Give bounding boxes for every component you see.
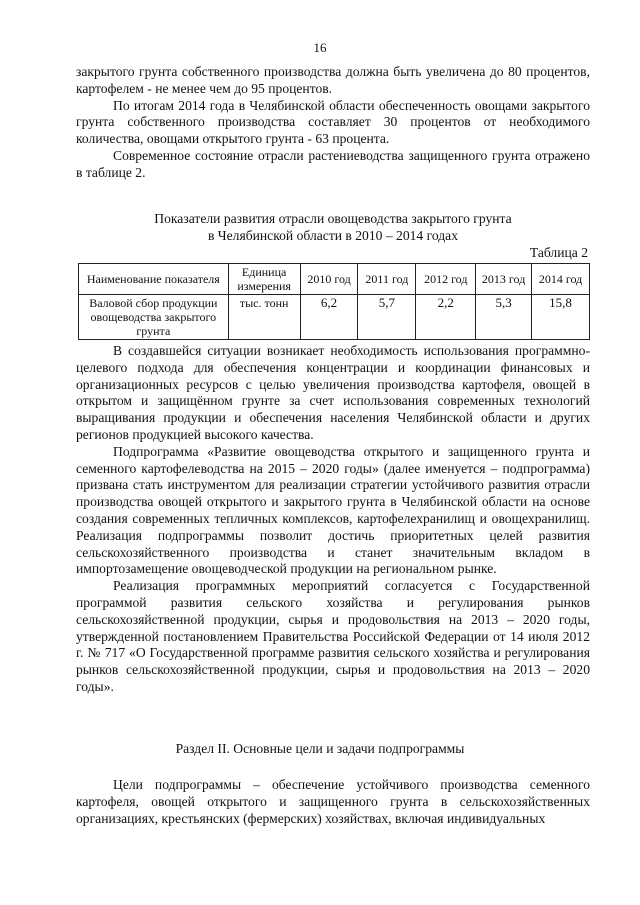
table-header-row (79, 264, 590, 295)
intro-paragraph: закрытого грунта собственного производства должна быть увеличена до 80 процентов, картофелем - не менее чем до 95 процентов. (76, 64, 590, 96)
goals-block (76, 777, 590, 827)
body-paragraph: Подпрограмма «Развитие овощеводства открытого и защищенного грунта и семенного картофелеводства на 2015 – 2020 годы» (далее именуется – подпрограмма) призвана стать инструментом для реализации стратегии устойчивого развития отрасли производства овощей открытого и закрытого грунта в Челябинской области на основе создания современных тепличных комплексов, картофелехранилищ и овощехранилищ. Реализация подпрограммы позволит достичь приоритетных целей развития сельскохозяйственного производства и станет значительным вкладом в импортозамещение овощеводческой продукции на региональном рынке. (76, 443, 590, 577)
stats-table (78, 263, 590, 340)
table-caption (76, 211, 590, 245)
table-header-cell: 2013 год (476, 264, 532, 295)
table-cell: Валовой сбор продукции овощеводства закрытого грунта (79, 295, 229, 340)
table-cell: 6,2 (300, 295, 358, 340)
table-cell: 15,8 (532, 295, 590, 340)
table-cell: 2,2 (416, 295, 476, 340)
table-header-cell: 2011 год (358, 264, 416, 295)
intro-paragraph: Современное состояние отрасли растениеводства защищенного грунта отражено в таблице 2. (76, 147, 590, 180)
table-caption-line: Показатели развития отрасли овощеводства закрытого грунта (154, 211, 512, 226)
table-cell: тыс. тонн (228, 295, 300, 340)
table-header-cell: Единица измерения (228, 264, 300, 295)
body-paragraph: Реализация программных мероприятий согласуется с Государственной программой развития сельского хозяйства и регулирования рынков сельскохозяйственной продукции, сырья и продовольствия на 2013 – 2020 годы, утвержденной постановлением Правительства Российской Федерации от 14 июля 2012 г. № 717 «О Государственной программе развития сельского хозяйства и регулирования рынков сельскохозяйственной продукции, сырья и продовольствия на 2013 – 2020 годы». (76, 578, 590, 694)
table-row (79, 295, 590, 340)
table-header-cell: 2014 год (532, 264, 590, 295)
table-label: Таблица 2 (529, 245, 588, 260)
table-header-cell: 2010 год (300, 264, 358, 295)
section-title: Раздел II. Основные цели и задачи подпрограммы (175, 741, 465, 756)
table-caption-line: в Челябинской области в 2010 – 2014 годах (207, 227, 459, 243)
page-number: 16 (313, 40, 327, 55)
body-block (76, 343, 590, 696)
intro-paragraph: По итогам 2014 года в Челябинской области обеспеченность овощами закрытого грунта собственного производства составляет 30 процентов от необходимого количества, овощами открытого грунта - 63 процента. (76, 97, 590, 147)
table-header-cell: Наименование показателя (79, 264, 229, 295)
table-cell: 5,3 (476, 295, 532, 340)
table-header-cell: 2012 год (416, 264, 476, 295)
intro-block (76, 64, 590, 182)
goals-paragraph: Цели подпрограммы – обеспечение устойчивого производства семенного картофеля, овощей открытого и защищенного грунта в сельскохозяйственных организациях, крестьянских (фермерских) хозяйствах, включая индивидуальных (76, 777, 590, 826)
table-cell: 5,7 (358, 295, 416, 340)
body-paragraph: В создавшейся ситуации возникает необходимость использования программно-целевого подхода для обеспечения концентрации и координации финансовых и организационных ресурсов с целью увеличения производства картофеля, овощей в открытом и защищённом грунте за счет использования современных технологий выращивания продукции и обеспечения населения Челябинской области и других регионов продукцией высокого качества. (76, 343, 590, 442)
